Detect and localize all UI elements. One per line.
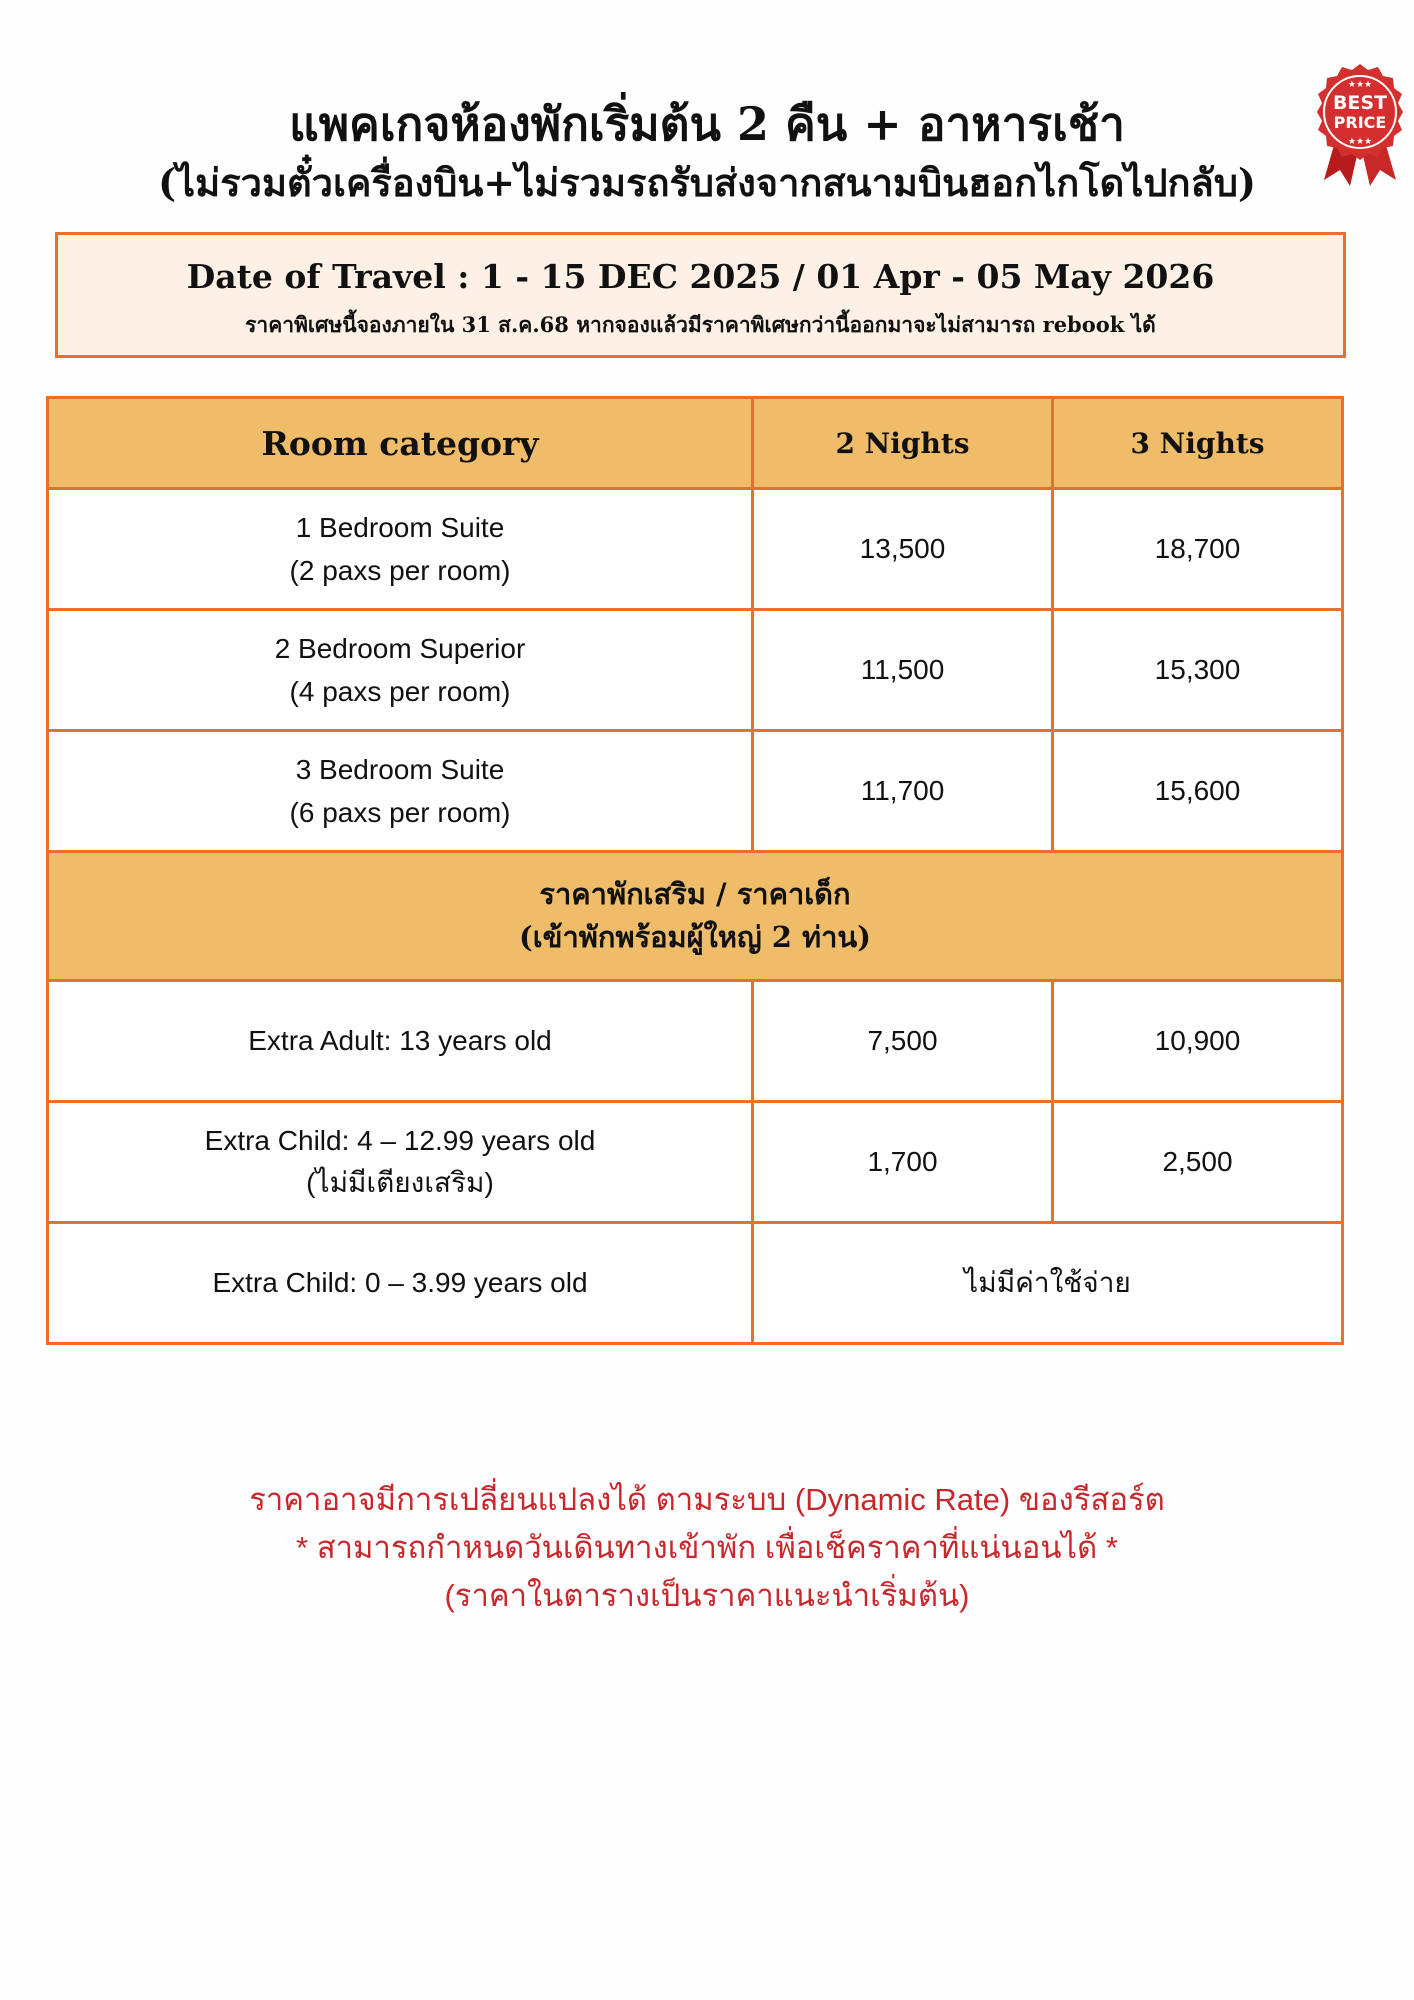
table-row	[48, 731, 1343, 852]
price-2-nights: 7,500	[753, 981, 1053, 1102]
starting-price-note: (ราคาในตารางเป็นราคาแนะนำเริ่มต้น)	[444, 1578, 970, 1613]
extra-category-cell: Extra Adult: 13 years old	[48, 981, 753, 1102]
page-title: แพคเกจห้องพักเริ่มต้น 2 คืน + อาหารเช้า	[289, 97, 1125, 151]
room-pax: (2 paxs per room)	[289, 555, 511, 586]
dynamic-rate-note: ราคาอาจมีการเปลี่ยนแปลงได้ ตามระบบ (Dynamic Rate) ของรีสอร์ต	[249, 1482, 1165, 1517]
table-header-row	[48, 398, 1343, 489]
price-2-nights: 1,700	[753, 1102, 1053, 1223]
date-check-note: * สามารถกำหนดวันเดินทางเข้าพัก เพื่อเช็คราคาที่แน่นอนได้ *	[296, 1530, 1118, 1565]
table-row	[48, 489, 1343, 610]
room-pax: (6 paxs per room)	[289, 797, 511, 828]
badge-stars-top: ★★★	[1347, 80, 1373, 90]
price-2-nights: 11,700	[753, 731, 1053, 852]
page-subtitle: (ไม่รวมตั๋วเครื่องบิน+ไม่รวมรถรับส่งจากสนามบินฮอกไกโดไปกลับ)	[158, 160, 1256, 205]
badge-text-price: PRICE	[1333, 113, 1387, 132]
badge-text-best: BEST	[1332, 92, 1388, 114]
extra-rates-title: ราคาพักเสริม / ราคาเด็ก	[539, 876, 851, 911]
price-table	[46, 396, 1344, 1345]
room-pax: (4 paxs per room)	[289, 676, 511, 707]
travel-date-box	[55, 232, 1346, 358]
table-row	[48, 981, 1343, 1102]
extra-name: Extra Child: 4 – 12.99 years old	[204, 1125, 596, 1156]
header-2-nights: 2 Nights	[753, 398, 1053, 489]
travel-dates: Date of Travel : 1 - 15 DEC 2025 / 01 Apr - 05 May 2026	[186, 257, 1215, 296]
best-price-badge	[1310, 62, 1410, 194]
price-3-nights: 15,300	[1053, 610, 1343, 731]
room-name: 3 Bedroom Suite	[295, 753, 505, 785]
extra-note: (ไม่มีเตียงเสริม)	[306, 1167, 494, 1198]
header-room-category: Room category	[48, 398, 753, 489]
room-category-cell	[48, 610, 753, 731]
room-name: 2 Bedroom Superior	[274, 632, 526, 664]
table-row	[48, 610, 1343, 731]
price-3-nights: 2,500	[1053, 1102, 1343, 1223]
extra-category-cell: Extra Child: 0 – 3.99 years old	[48, 1223, 753, 1344]
room-name: 1 Bedroom Suite	[295, 511, 505, 543]
section-header-row	[48, 852, 1343, 981]
price-3-nights: 18,700	[1053, 489, 1343, 610]
price-2-nights: 13,500	[753, 489, 1053, 610]
price-3-nights: 10,900	[1053, 981, 1343, 1102]
price-2-nights: 11,500	[753, 610, 1053, 731]
price-3-nights: 15,600	[1053, 731, 1343, 852]
room-category-cell	[48, 731, 753, 852]
free-of-charge-cell: ไม่มีค่าใช้จ่าย	[753, 1223, 1343, 1344]
extra-category-cell	[48, 1102, 753, 1223]
booking-note: ราคาพิเศษนี้จองภายใน 31 ส.ค.68 หากจองแล้วมีราคาพิเศษกว่านี้ออกมาจะไม่สามารถ rebook ได้	[245, 312, 1156, 337]
extra-rates-heading	[48, 852, 1343, 981]
extra-rates-condition: (เข้าพักพร้อมผู้ใหญ่ 2 ท่าน)	[519, 920, 871, 954]
table-row	[48, 1223, 1343, 1344]
badge-stars-bottom: ★★★	[1347, 137, 1373, 147]
room-category-cell	[48, 489, 753, 610]
header-3-nights: 3 Nights	[1053, 398, 1343, 489]
table-row	[48, 1102, 1343, 1223]
